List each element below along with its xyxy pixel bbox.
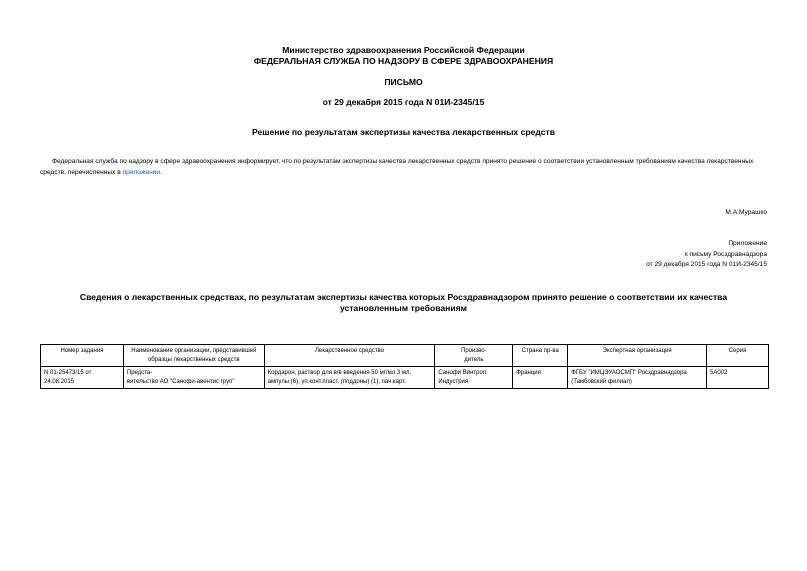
table-cell: Санофи Винтроп Индустрия [435, 367, 513, 389]
table-cell: N 01-25473/15 от 24.08.2015 [41, 367, 124, 389]
col-header: Страна пр-ва [513, 345, 568, 367]
body-text: Федеральная служба по надзору в сфере здравоохранения информирует, что по результатам экспертизы качества лекарственных средств принято решение о соответствии установленным требованиям качества лекарственных средств, перечисленных в [40, 158, 754, 176]
col-header: Экспертная организация [568, 345, 707, 367]
medicines-table [40, 344, 769, 389]
col-header: Произво- дитель [435, 345, 513, 367]
col-header: Серия [707, 345, 769, 367]
ministry-name: Министерство здравоохранения Российской Федерации [282, 45, 525, 55]
appendix-label: Приложение [728, 240, 767, 247]
col-header: Наименование организации, представившей образцы лекарственных средств [123, 345, 264, 367]
table-cell: Кордарон, раствор для в/в введения 50 мг/мл 3 мл, ампулы (6), уп.конт.пласт. (поддоны) (1), пач.карт. [264, 367, 435, 389]
table-cell: Предста- вительство АО "Санофи-авентис груп" [123, 367, 264, 389]
signature: М.А.Мурашко [725, 209, 767, 216]
body-paragraph [40, 157, 768, 178]
table-cell: ФГБУ "ИМЦЭУАОСМП" Росздравнадзора (Тамбовский филиал) [568, 367, 707, 389]
table-header-row [41, 345, 769, 367]
table-cell: Франция [513, 367, 568, 389]
service-name: ФЕДЕРАЛЬНАЯ СЛУЖБА ПО НАДЗОРУ В СФЕРЕ ЗДРАВООХРАНЕНИЯ [253, 56, 554, 66]
document-subject: Решение по результатам экспертизы качества лекарственных средств [251, 127, 556, 137]
appendix-date: от 29 декабря 2015 года N 01И-2345/15 [646, 261, 767, 268]
appendix-title: Сведения о лекарственных средствах, по результатам экспертизы качества которых Росздравнадзором принято решение о соответствии их качества установленным требованиям [79, 292, 728, 313]
table-cell: 5А002 [707, 367, 769, 389]
appendix-link[interactable]: приложении [122, 168, 161, 176]
col-header: Лекарственное средство [264, 345, 435, 367]
table-row [41, 367, 769, 389]
col-header: Номер задания [41, 345, 124, 367]
body-text-end: . [160, 168, 162, 176]
appendix-reference: к письму Росздравнадзора [684, 250, 767, 258]
document-type: ПИСЬМО [384, 77, 423, 87]
document-date: от 29 декабря 2015 года N 01И-2345/15 [322, 97, 485, 107]
